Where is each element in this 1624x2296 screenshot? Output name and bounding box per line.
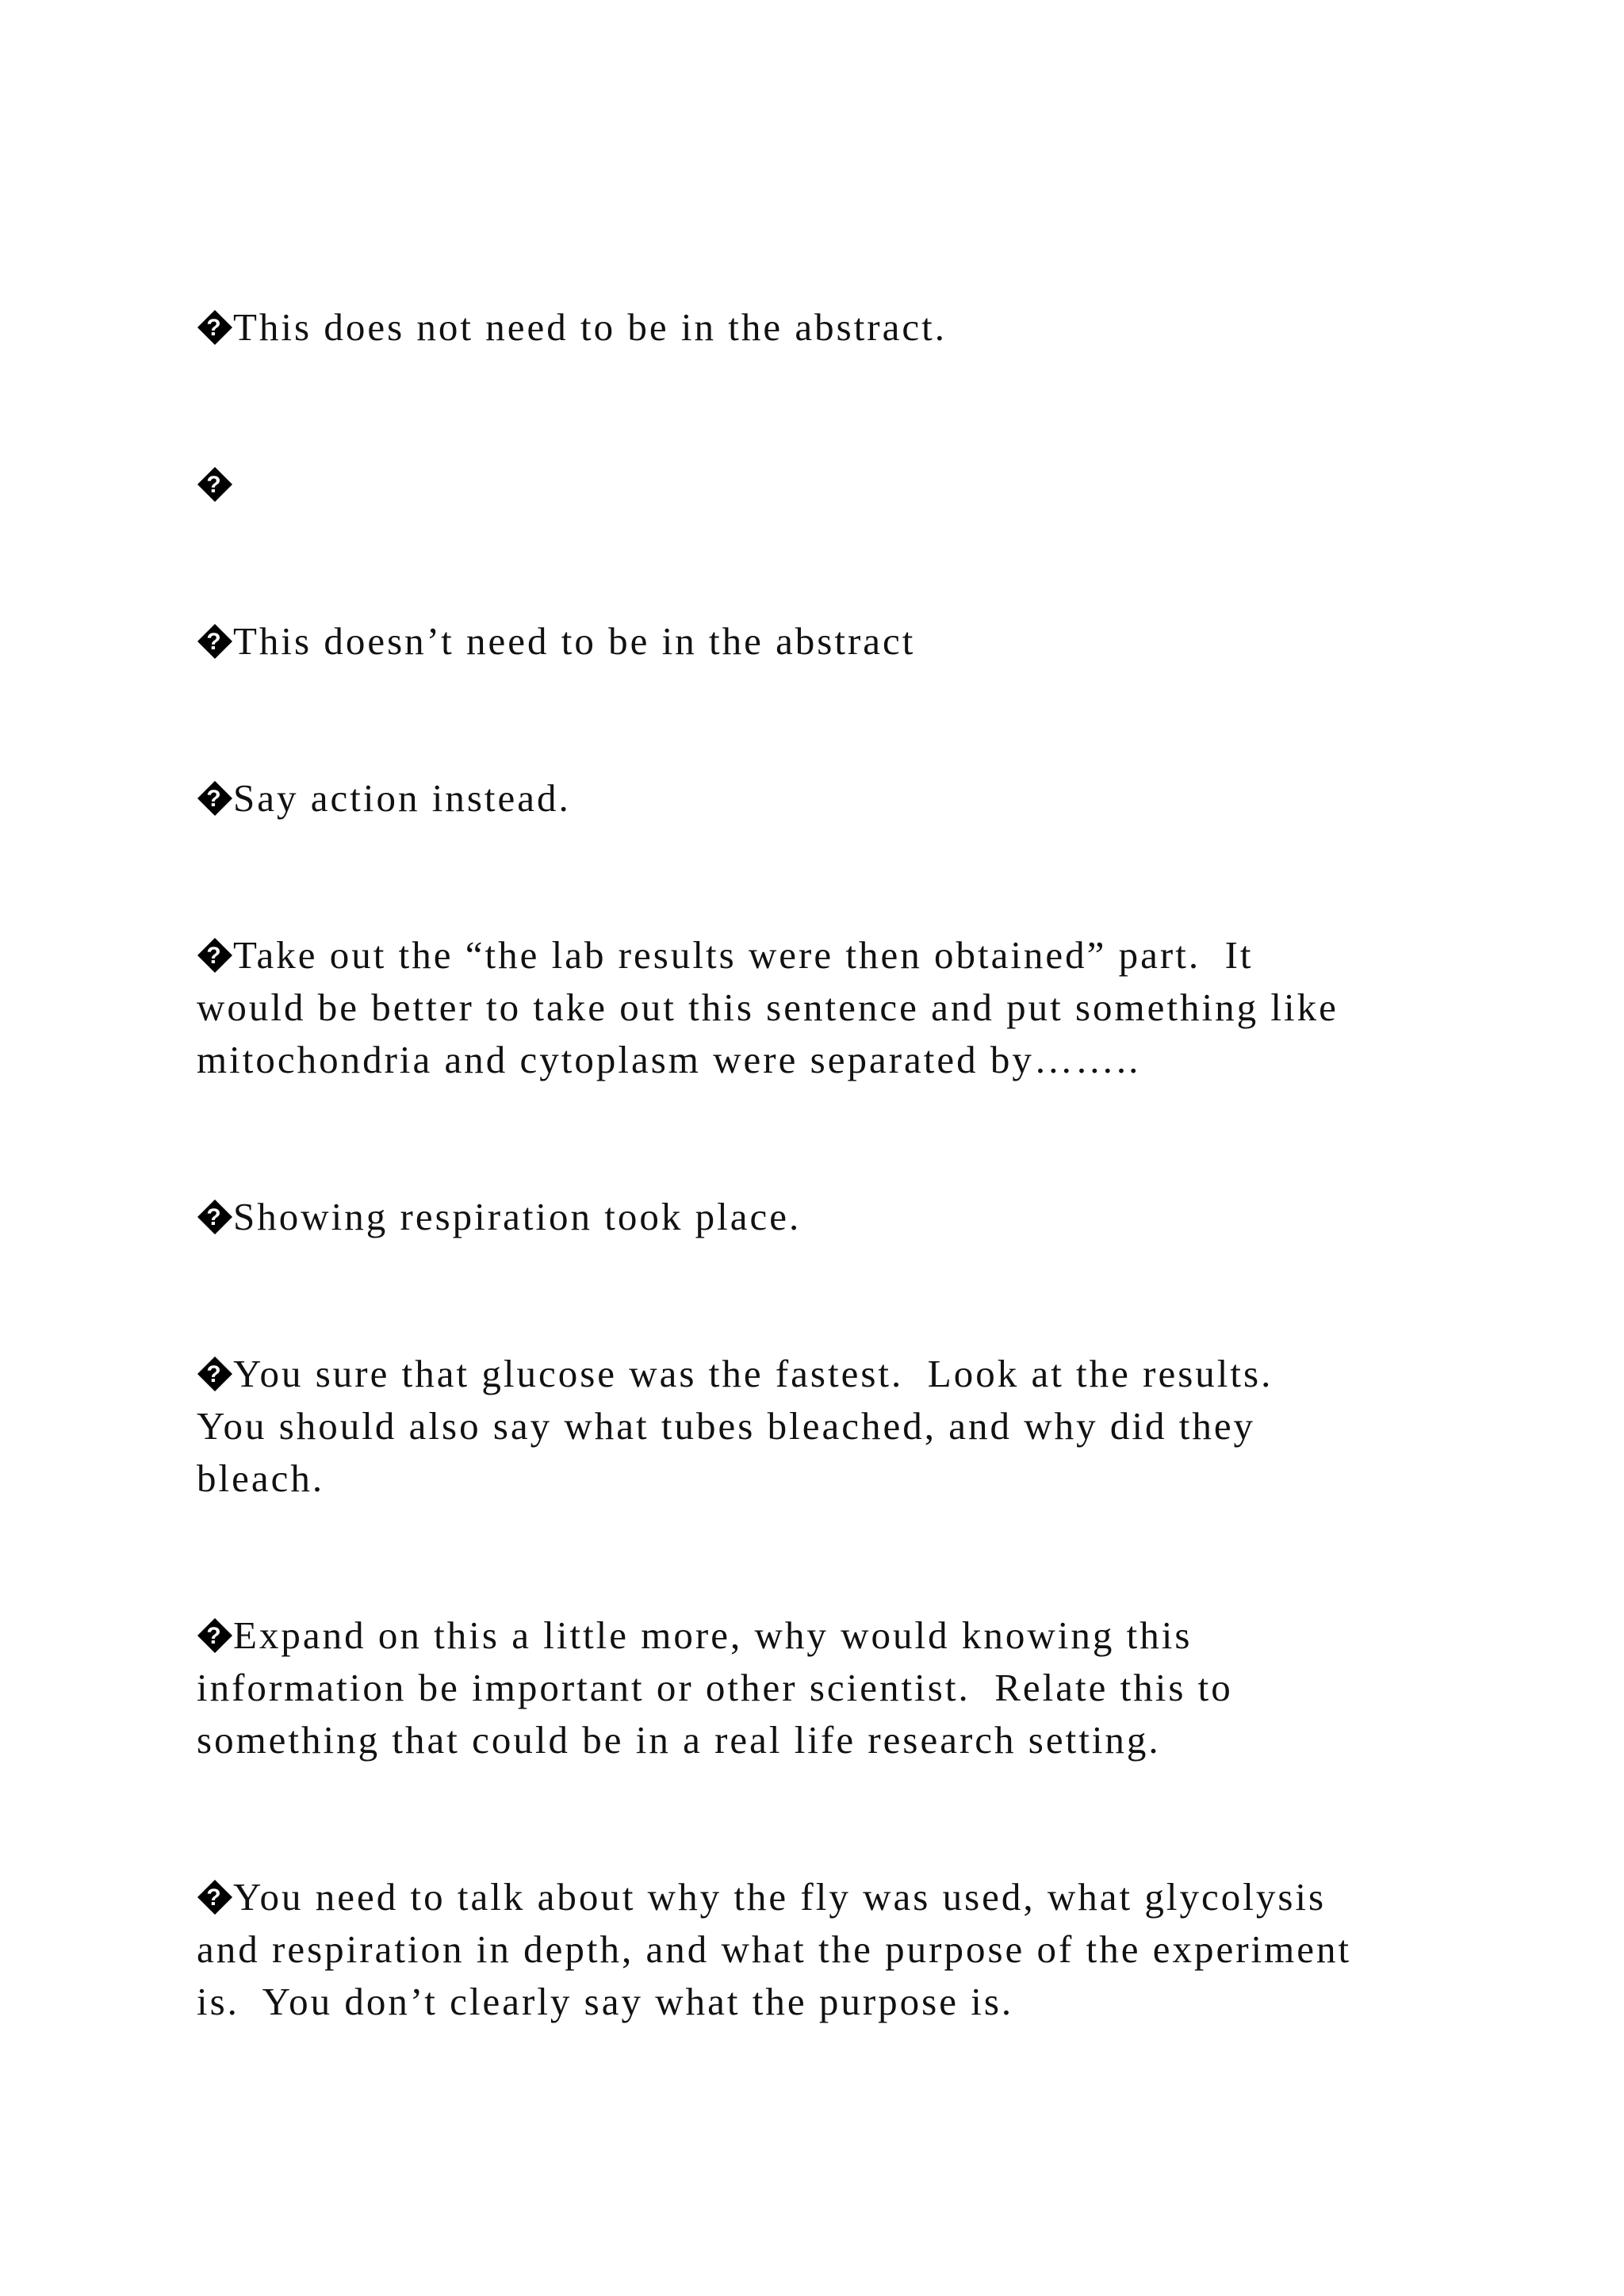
comment-5-line-3: mitochondria and cytoplasm were separated by…….. [197,1038,1141,1081]
svg-text:?: ? [206,472,224,498]
comment-7-line-2: You should also say what tubes bleached, and why did they [197,1404,1256,1448]
comment-1 [197,301,1465,354]
replacement-character-icon [197,772,233,825]
svg-text:?: ? [206,1204,224,1230]
replacement-character-icon [197,929,233,982]
comment-5 [197,929,1465,1086]
svg-text:?: ? [206,786,224,812]
comment-6-line-1: Showing respiration took place. [233,1195,802,1238]
svg-text:?: ? [206,1623,224,1649]
comment-8-line-3: something that could be in a real life research setting. [197,1718,1161,1762]
comment-2 [197,458,1465,511]
comment-8-line-1: Expand on this a little more, why would knowing this [233,1613,1193,1657]
comment-4 [197,772,1465,825]
replacement-character-icon [197,301,233,354]
comment-4-line-1: Say action instead. [233,776,571,820]
comment-8 [197,1609,1465,1766]
comment-7 [197,1348,1465,1505]
comment-8-line-2: information be important or other scientist. Relate this to [197,1666,1233,1709]
replacement-character-icon [197,1609,233,1662]
comment-3 [197,615,1465,668]
svg-text:?: ? [206,315,224,341]
comment-3-line-1: This doesn’t need to be in the abstract [233,619,916,663]
comment-1-line-1: This does not need to be in the abstract. [233,305,947,349]
svg-text:?: ? [206,1885,224,1911]
comment-9 [197,1871,1465,2028]
svg-text:?: ? [206,943,224,969]
replacement-character-icon [197,458,233,511]
comment-7-line-1: You sure that glucose was the fastest. Look at the results. [233,1352,1274,1395]
comment-7-line-3: bleach. [197,1456,325,1500]
comment-5-line-2: would be better to take out this sentence and put something like [197,985,1339,1029]
comment-9-line-1: You need to talk about why the fly was used, what glycolysis [233,1875,1327,1919]
replacement-character-icon [197,615,233,668]
comment-9-line-2: and respiration in depth, and what the purpose of the experiment [197,1927,1352,1971]
replacement-character-icon [197,1348,233,1400]
svg-text:?: ? [206,1361,224,1387]
svg-text:?: ? [206,629,224,655]
comment-6 [197,1191,1465,1243]
replacement-character-icon [197,1871,233,1923]
comment-5-line-1: Take out the “the lab results were then obtained” part. It [233,933,1254,977]
comment-9-line-3: is. You don’t clearly say what the purpose is. [197,1980,1014,2023]
replacement-character-icon [197,1191,233,1243]
